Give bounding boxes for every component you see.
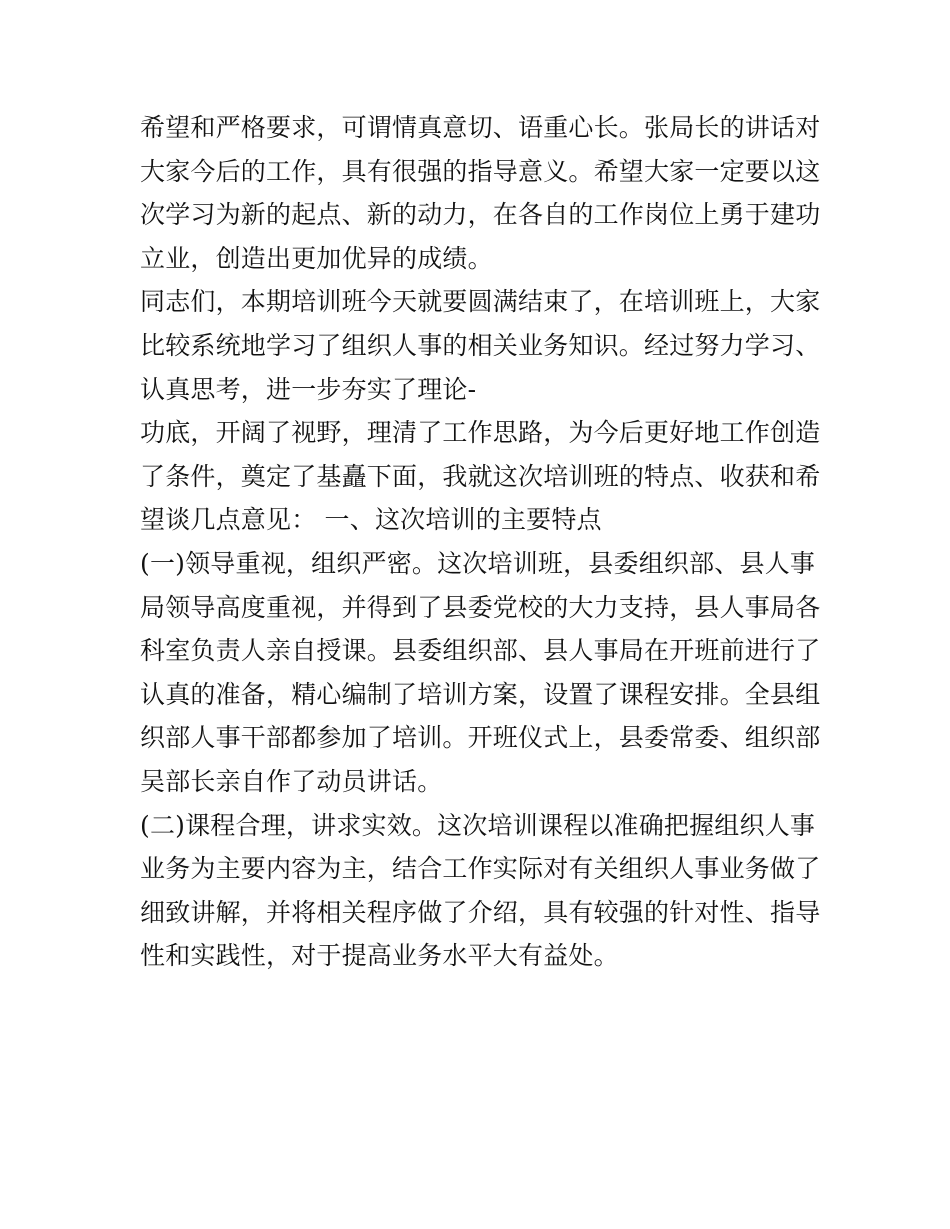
text-line: 认真思考，进一步夯实了理论- [140, 374, 477, 404]
text-line: 同志们，本期培训班今天就要圆满结束了，在培训班上，大家 [140, 287, 821, 317]
text-line: 吴部长亲自作了动员讲话。 [140, 766, 443, 796]
text-line: 希望和严格要求，可谓情真意切、语重心长。张局长的讲话对 [140, 113, 821, 142]
text-line: 立业，创造出更加优异的成绩。 [140, 243, 493, 273]
text-line: (一)领导重视，组织严密。这次培训班，县委组织部、县人事 [140, 548, 816, 578]
text-line: 性和实践性，对于提高业务水平大有益处。 [140, 941, 619, 971]
text-line: 功底，开阔了视野，理清了工作思路，为今后更好地工作创造 [140, 418, 821, 448]
text-line: 细致讲解，并将相关程序做了介绍，具有较强的针对性、指导 [140, 897, 821, 927]
text-line: 业务为主要内容为主，结合工作实际对有关组织人事业务做了 [140, 854, 821, 884]
text-line: 认真的准备，精心编制了培训方案，设置了课程安排。全县组 [140, 679, 821, 709]
text-line: 了条件，奠定了基矗下面，我就这次培训班的特点、收获和希 [140, 461, 821, 491]
text-line: 望谈几点意见： 一、这次培训的主要特点 [140, 505, 602, 535]
text-line: 比较系统地学习了组织人事的相关业务知识。经过努力学习、 [140, 330, 821, 360]
text-line: 次学习为新的起点、新的动力，在各自的工作岗位上勇于建功 [140, 200, 821, 230]
body-text [140, 106, 820, 978]
text-line: 局领导高度重视，并得到了县委党校的大力支持，县人事局各 [140, 592, 821, 622]
text-line: 织部人事干部都参加了培训。开班仪式上，县委常委、组织部 [140, 723, 821, 753]
text-line: 科室负责人亲自授课。县委组织部、县人事局在开班前进行了 [140, 636, 821, 666]
text-line: 大家今后的工作，具有很强的指导意义。希望大家一定要以这 [140, 156, 821, 186]
text-line: (二)课程合理，讲求实效。这次培训课程以准确把握组织人事 [140, 810, 816, 840]
